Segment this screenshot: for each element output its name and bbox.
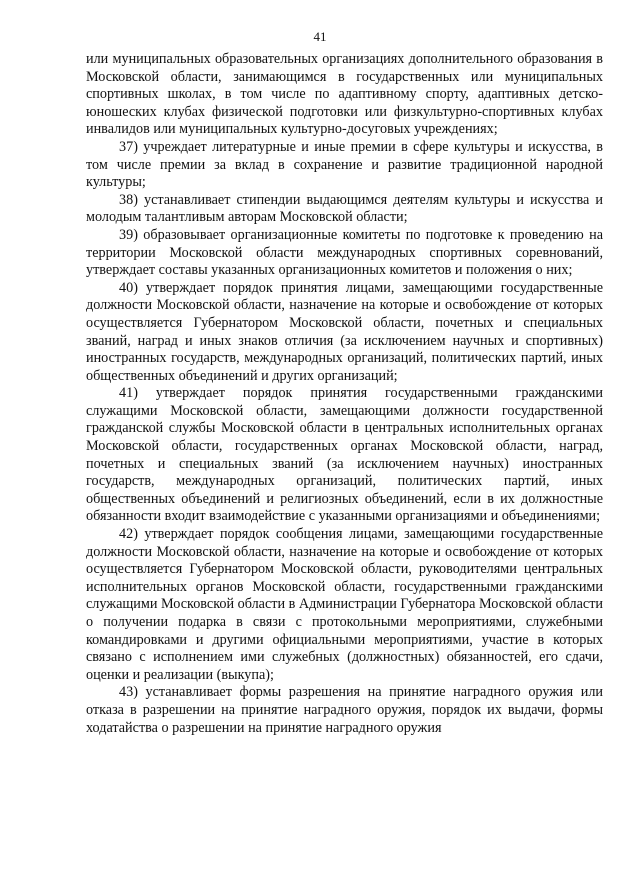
paragraph-item-39: 39) образовывает организационные комитеты по подготовке к проведению на территории Московской области международных спортивных соревнований, утверждает составы указанных организационных комитетов и положения о них; xyxy=(86,226,603,279)
document-body xyxy=(86,51,603,737)
page-number: 41 xyxy=(313,29,327,44)
paragraph-item-40: 40) утверждает порядок принятия лицами, замещающими государственные должности Московской области, назначение на которые и освобождение от которых осуществляется Губернатором Московской области, почетных и специальных званий, наград и иных знаков отличия (за исключением научных и спортивных) иностранных государств, международных организаций, политических партий, иных общественных объединений и других организаций; xyxy=(86,279,603,384)
paragraph-item-43: 43) устанавливает формы разрешения на принятие наградного оружия или отказа в разрешении на принятие наградного оружия, порядок их выдачи, формы ходатайства о разрешении на принятие наградного оружия xyxy=(86,684,603,736)
paragraph-item-41: 41) утверждает порядок принятия государственными гражданскими служащими Московской области, замещающими должности государственной гражданской службы Московской области в центральных исполнительных органах Московской области, государственных органах Московской области, наград, почетных и специальных званий (за исключением научных) иностранных государств, международных организаций, политических партий, иных общественных объединений и религиозных объединений, если в их должностные обязанности входит взаимодействие с указанными организациями и объединениями; xyxy=(86,385,603,525)
paragraph-item-42: 42) утверждает порядок сообщения лицами, замещающими государственные должности Московской области, назначение на которые и освобождение от которых осуществляется Губернатором Московской области, руководителями центральных исполнительных органов Московской области, государственными гражданскими служащими Московской области в Администрации Губернатора Московской области о получении подарка в связи с протокольными мероприятиями, служебными командировками и другими официальными мероприятиями, участие в которых связано с исполнением ими служебных (должностных) обязанностей, его сдачи, оценки и реализации (выкупа); xyxy=(86,526,604,683)
paragraph-continuation: или муниципальных образовательных организациях дополнительного образования в Московской области, занимающимся в государственных или муниципальных спортивных школах, в том числе по адаптивному спорту, адаптивных детско-юношеских клубах физической подготовки или физкультурно-спортивных клубах инвалидов или муниципальных культурно-досуговых учреждениях; xyxy=(86,51,603,138)
paragraph-item-37: 37) учреждает литературные и иные премии в сфере культуры и искусства, в том числе премии за вклад в сохранение и развитие традиционной народной культуры; xyxy=(86,138,603,191)
paragraph-item-38: 38) устанавливает стипендии выдающимся деятелям культуры и искусства и молодым талантливым авторам Московской области; xyxy=(86,191,603,226)
